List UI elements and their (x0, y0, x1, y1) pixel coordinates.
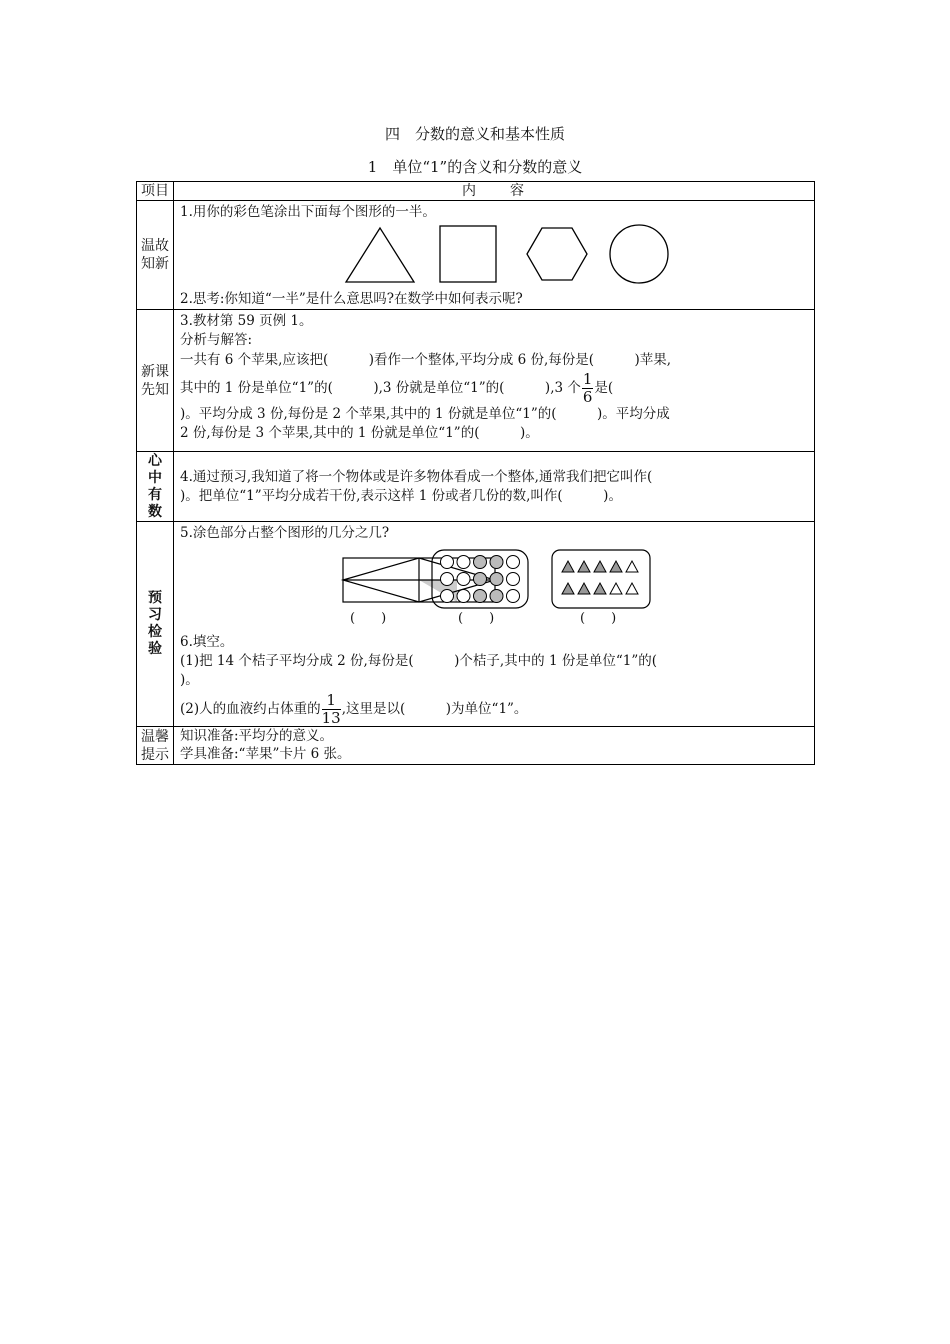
check-content (174, 522, 815, 727)
question-6-1b: )。 (180, 672, 199, 688)
preview-content (174, 310, 815, 452)
heart-line-2: )。把单位“1”平均分成若干份,表示这样 1 份或者几份的数,叫作( )。 (180, 488, 622, 504)
triangle-mark (610, 583, 622, 594)
circle-dot (474, 573, 487, 586)
triangle-mark (578, 561, 590, 572)
circle-dot (441, 590, 454, 603)
row-label-review: 温故知新 (137, 201, 174, 310)
circle-dot (457, 590, 470, 603)
answer-paren-2[interactable]: ( ) (458, 611, 495, 626)
question-6-2: (2)人的血液约占体重的 $\frac{1}{13}$ ,这里是以( )为单位“1”。 (180, 691, 528, 727)
preview-line-5: )。平均分成 3 份,每份是 2 个苹果,其中的 1 份就是单位“1”的( )。平均分成 (180, 406, 670, 422)
square-shape[interactable] (440, 226, 496, 282)
triangle-mark (562, 561, 574, 572)
circle-dot (490, 590, 503, 603)
header-content: 内 容 (174, 182, 815, 201)
question-6: 6.填空。 (180, 634, 234, 650)
header-item: 项目 (137, 182, 174, 201)
preview-line-1: 3.教材第 59 页例 1。 (180, 313, 313, 329)
question-5: 5.涂色部分占整个图形的几分之几? (180, 525, 390, 541)
preview-line-4: 其中的 1 份是单位“1”的( ),3 份就是单位“1”的( ),3 个 $\frac{1}{6}$ 是( (180, 370, 614, 406)
preview-line-3: 一共有 6 个苹果,应该把( )看作一个整体,平均分成 6 份,每份是( )苹果, (180, 352, 672, 368)
circle-dot (474, 556, 487, 569)
circle-dot (490, 556, 503, 569)
triangle-mark (562, 583, 574, 594)
triangles-figure (552, 550, 650, 608)
row-label-heart: 心中有数 (137, 452, 174, 522)
question-2: 2.思考:你知道“一半”是什么意思吗?在数学中如何表示呢? (180, 291, 523, 307)
chapter-title: 四 分数的意义和基本性质 (384, 125, 565, 143)
figure-row (180, 547, 808, 633)
hexagon-shape[interactable] (527, 228, 587, 280)
circle-dot (507, 573, 520, 586)
heart-line-1: 4.通过预习,我知道了将一个物体或是许多物体看成一个整体,通常我们把它叫作( (180, 469, 653, 485)
tips-line-1: 知识准备:平均分的意义。 (180, 728, 334, 744)
shape-row (180, 226, 808, 288)
triangle-mark (626, 583, 638, 594)
question-1: 1.用你的彩色笔涂出下面每个图形的一半。 (180, 204, 436, 220)
circle-dot (507, 590, 520, 603)
circle-dot (457, 573, 470, 586)
circle-dot (441, 573, 454, 586)
question-6-1a: (1)把 14 个桔子平均分成 2 份,每份是( )个桔子,其中的 1 份是单位“1”的( (180, 653, 658, 669)
triangle-mark (610, 561, 622, 572)
row-label-preview: 新课先知 (137, 310, 174, 452)
preview-line-2: 分析与解答: (180, 332, 253, 348)
answer-paren-3[interactable]: ( ) (580, 611, 617, 626)
triangle-mark (578, 583, 590, 594)
row-label-tips: 温馨提示 (137, 727, 174, 765)
lesson-table (136, 181, 815, 765)
circle-dot (490, 573, 503, 586)
circles-figure (432, 550, 528, 608)
circle-shape[interactable] (610, 225, 668, 283)
preview-line-6: 2 份,每份是 3 个苹果,其中的 1 份就是单位“1”的( )。 (180, 425, 539, 441)
fraction-one-sixth: $\frac{1}{6}$ (582, 370, 593, 406)
triangle-mark (594, 561, 606, 572)
circle-dot (441, 556, 454, 569)
lesson-title: 1 单位“1”的含义和分数的意义 (367, 158, 583, 176)
fraction-one-thirteenth: $\frac{1}{13}$ (321, 691, 341, 727)
tips-line-2: 学具准备:“苹果”卡片 6 张。 (180, 746, 351, 762)
row-label-check: 预习检验 (137, 522, 174, 727)
circle-dot (474, 590, 487, 603)
triangle-mark (594, 583, 606, 594)
triangle-shape[interactable] (346, 228, 414, 282)
heart-content (174, 452, 815, 522)
answer-paren-1[interactable]: ( ) (350, 611, 387, 626)
review-content (174, 201, 815, 310)
circle-dot (457, 556, 470, 569)
circle-dot (507, 556, 520, 569)
tips-content (174, 727, 815, 765)
triangle-mark (626, 561, 638, 572)
